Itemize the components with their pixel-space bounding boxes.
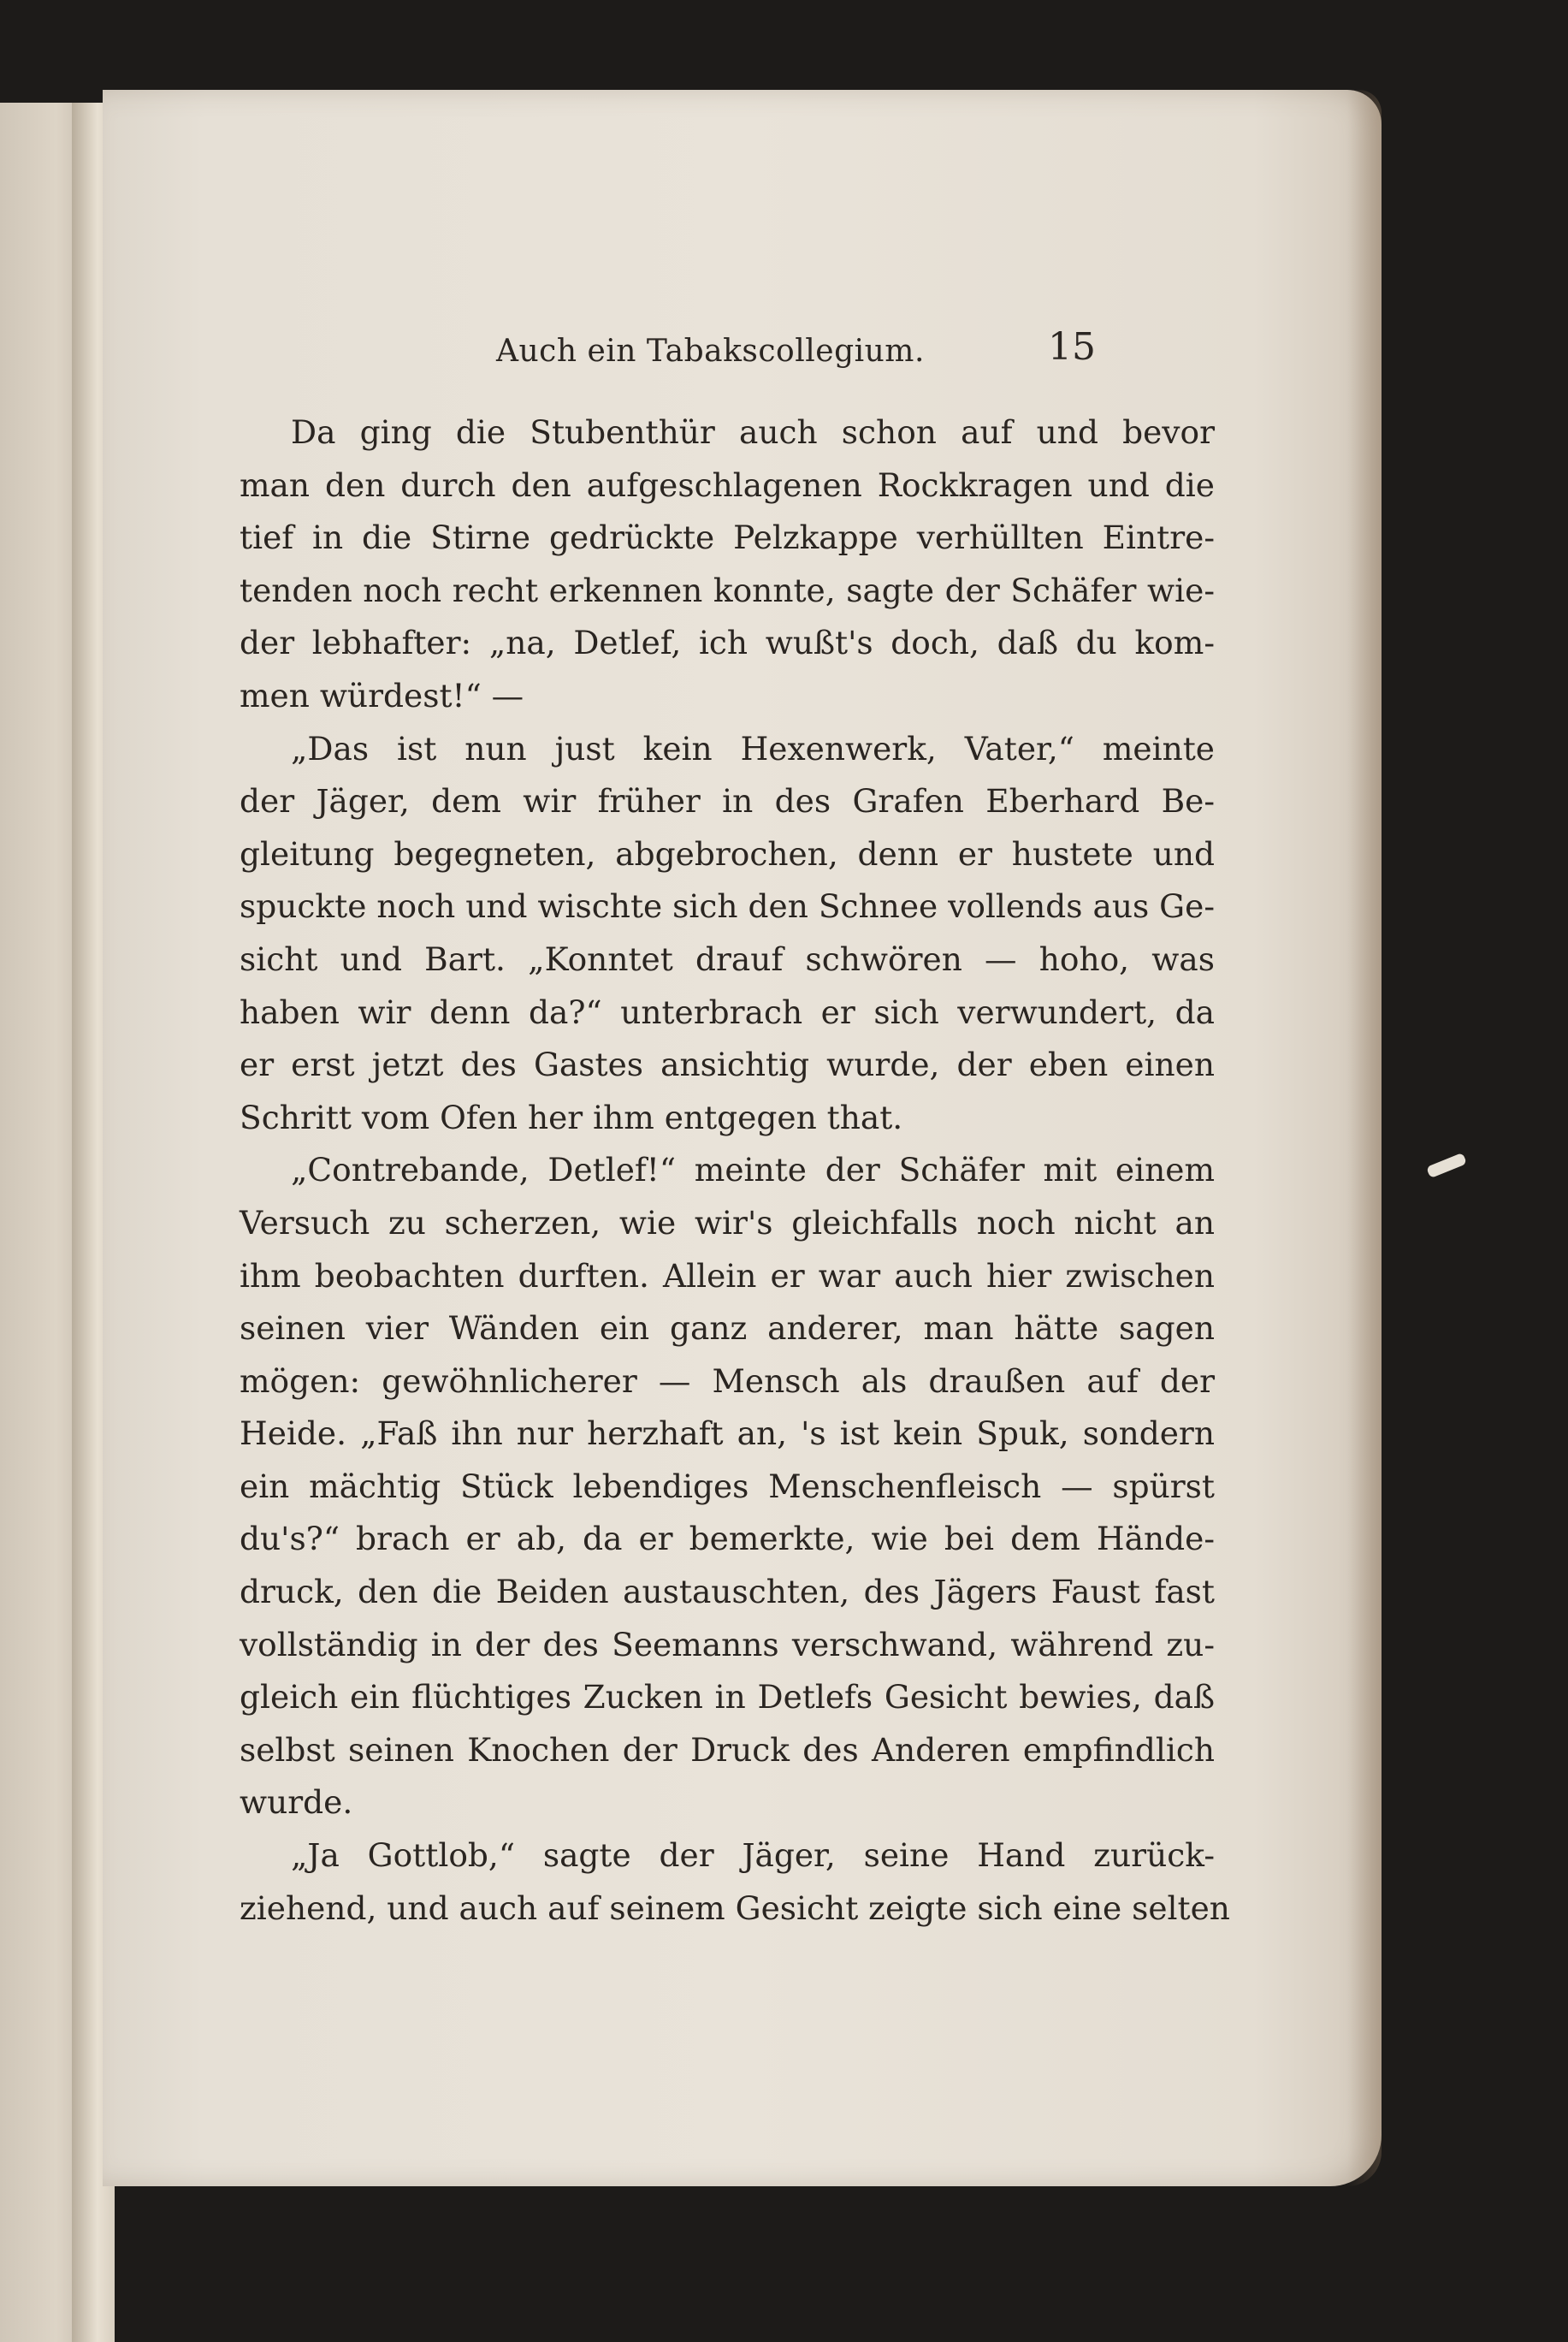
- text-line: der Jäger, dem wir früher in des Grafen Eberhard Be-: [240, 782, 1215, 821]
- text-line: men würdest!“ —: [240, 676, 524, 714]
- text-line: tief in die Stirne gedrückte Pelzkappe verhüllten Eintre-: [240, 519, 1215, 557]
- text-line: gleitung begegneten, abgebrochen, denn er hustete und: [240, 834, 1215, 873]
- page-number: 15: [1048, 325, 1096, 369]
- text-line: druck, den die Beiden austauschten, des Jägers Faust fast: [240, 1573, 1215, 1611]
- text-line: er erst jetzt des Gastes ansichtig wurde, der eben einen: [240, 1046, 1215, 1084]
- text-line: gleich ein flüchtiges Zucken in Detlefs Gesicht bewies, daß: [240, 1678, 1215, 1716]
- text-line: mögen: gewöhnlicherer — Mensch als draußen auf der: [240, 1361, 1215, 1400]
- text-line: man den durch den aufgeschlagenen Rockkragen und die: [240, 465, 1215, 504]
- text-line: ein mächtig Stück lebendiges Menschenfleisch — spürst: [240, 1467, 1215, 1505]
- body-text: [240, 406, 1230, 1935]
- text-line: Heide. „Faß ihn nur herzhaft an, 's ist kein Spuk, sondern: [240, 1414, 1215, 1453]
- text-line: ziehend, und auch auf seinem Gesicht zeigte sich eine selten: [240, 1888, 1230, 1927]
- text-line: sicht und Bart. „Konntet drauf schwören — hoho, was: [240, 940, 1215, 978]
- text-line: haben wir denn da?“ unterbrach er sich verwundert, da: [240, 993, 1215, 1031]
- text-line: seinen vier Wänden ein ganz anderer, man hätte sagen: [240, 1309, 1215, 1348]
- right-page: [103, 90, 1382, 2186]
- text-line: „Contrebande, Detlef!“ meinte der Schäfer mit einem: [291, 1151, 1215, 1189]
- text-line: Da ging die Stubenthür auch schon auf und bevor: [291, 413, 1215, 451]
- paper-fragment: [1426, 1153, 1467, 1178]
- text-line: „Ja Gottlob,“ sagte der Jäger, seine Hand zurück-: [291, 1836, 1215, 1875]
- text-line: ihm beobachten durften. Allein er war auch hier zwischen: [240, 1256, 1215, 1295]
- text-line: spuckte noch und wischte sich den Schnee vollends aus Ge-: [240, 887, 1215, 926]
- text-line: vollständig in der des Seemanns verschwand, während zu-: [240, 1625, 1215, 1663]
- text-line: Versuch zu scherzen, wie wir's gleichfalls noch nicht an: [240, 1203, 1215, 1242]
- text-line: du's?“ brach er ab, da er bemerkte, wie bei dem Hände-: [240, 1520, 1215, 1558]
- page-header: [103, 325, 1382, 376]
- text-line: der lebhafter: „na, Detlef, ich wußt's doch, daß du kom-: [240, 624, 1215, 662]
- running-head: Auch ein Tabakscollegium.: [496, 334, 925, 369]
- text-line: wurde.: [240, 1783, 353, 1822]
- page-edge-shadow: [1347, 90, 1382, 2186]
- text-line: tenden noch recht erkennen konnte, sagte der Schäfer wie-: [240, 571, 1215, 609]
- text-line: „Das ist nun just kein Hexenwerk, Vater,“ meinte: [291, 729, 1215, 768]
- text-line: selbst seinen Knochen der Druck des Anderen empfindlich: [240, 1730, 1215, 1769]
- text-line: Schritt vom Ofen her ihm entgegen that.: [240, 1098, 903, 1136]
